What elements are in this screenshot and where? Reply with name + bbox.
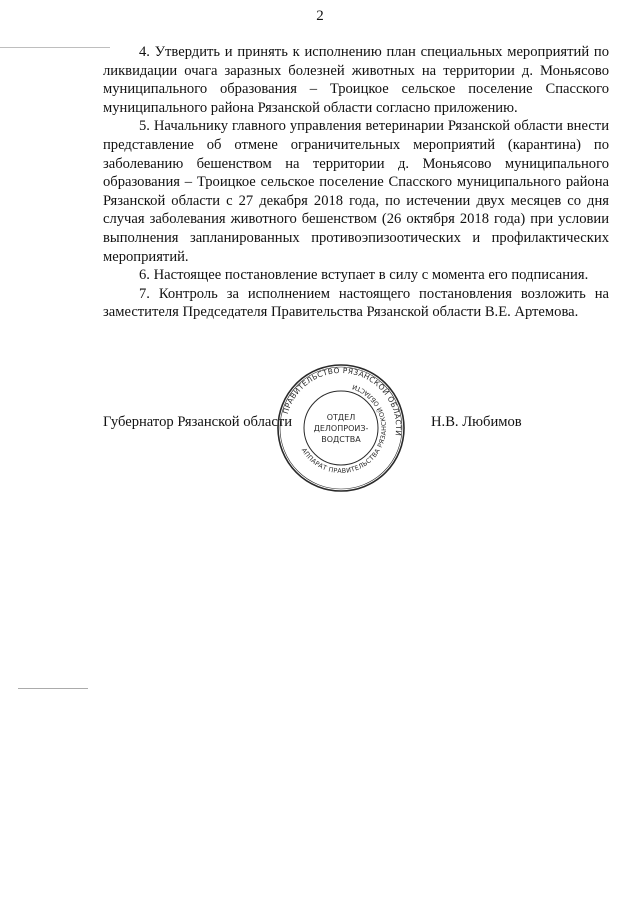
stamp-center-line-3: ВОДСТВА bbox=[321, 435, 361, 444]
stamp-center-line-2: ДЕЛОПРОИЗ- bbox=[313, 424, 369, 433]
stamp-center-line-1: ОТДЕЛ bbox=[326, 413, 356, 422]
scan-artifact bbox=[0, 47, 110, 48]
signatory-name: Н.В. Любимов bbox=[431, 414, 522, 430]
paragraph-7: 7. Контроль за исполнением настоящего постановления возложить на заместителя Председателя Правительства Рязанской области В.Е. Артемова. bbox=[103, 285, 609, 321]
paragraph-5: 5. Начальнику главного управления ветеринарии Рязанской области внести представление об отмене ограничительных мероприятий (карантина) по заболеванию бешенством на территории д. Моньясово муниципального образования – Троицкое сельское поселение Спасского муниципального района Рязанской области с 27 декабря 2018 года, по истечении двух месяцев со дня случая заболевания животного бешенством (26 октября 2018 года) при условии выполнения запланированных противоэпизоотических и профилактических мероприятий. bbox=[103, 118, 609, 265]
signatory-title: Губернатор Рязанской области bbox=[103, 414, 293, 430]
scan-artifact bbox=[18, 688, 88, 689]
paragraph-4: 4. Утвердить и принять к исполнению план специальных мероприятий по ликвидации очага заразных болезней животных на территории д. Моньясово муниципального образования – Троицкое сельское поселение Спасского муниципального района Рязанской области согласно приложению. bbox=[103, 44, 609, 116]
paragraph-6: 6. Настоящее постановление вступает в силу с момента его подписания. bbox=[139, 267, 589, 284]
stamp-outer-text: ПРАВИТЕЛЬСТВО РЯЗАНСКОЙ ОБЛАСТИ bbox=[280, 365, 404, 437]
official-stamp bbox=[275, 362, 407, 494]
stamp-inner-text: АППАРАТ ПРАВИТЕЛЬСТВА РЯЗАНСКОЙ ОБЛАСТИ bbox=[299, 382, 389, 476]
document-body bbox=[103, 43, 609, 322]
page-number: 2 bbox=[316, 8, 324, 24]
